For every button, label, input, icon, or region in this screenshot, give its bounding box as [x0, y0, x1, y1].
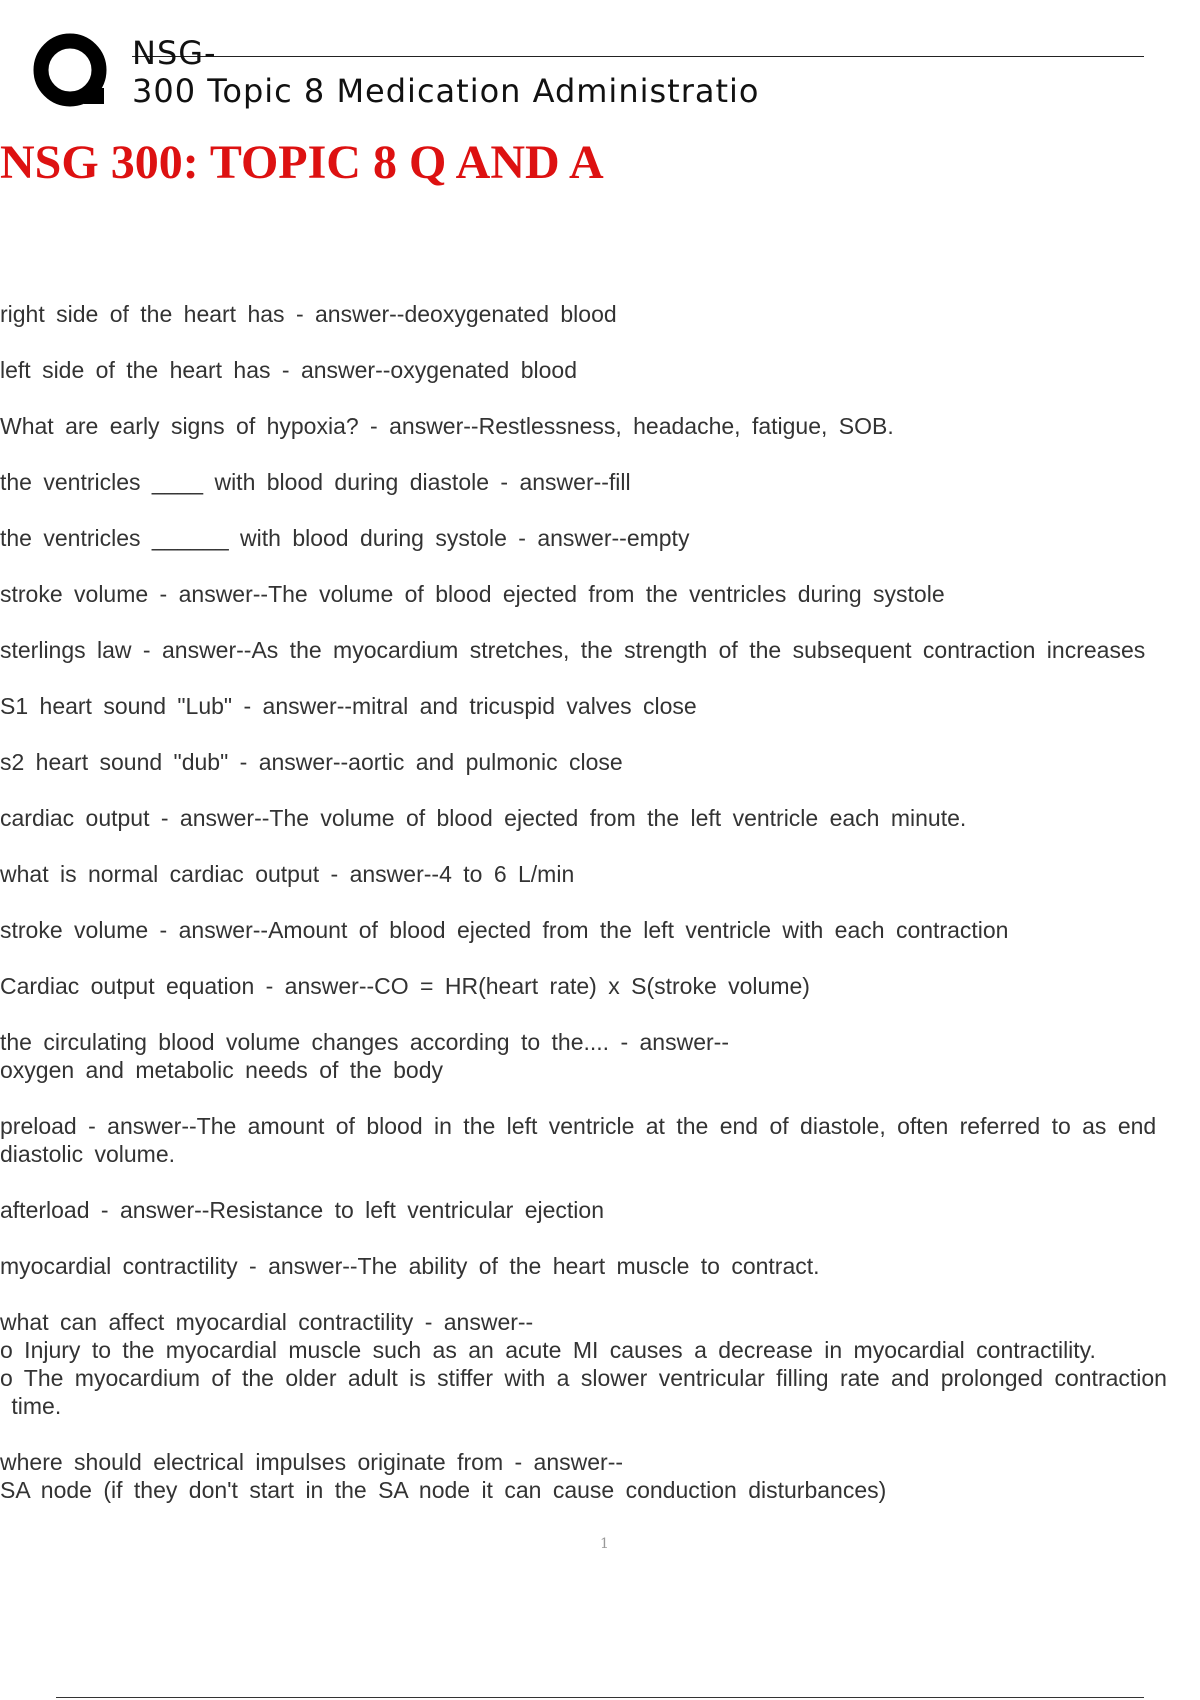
- answer-text: o Injury to the myocardial muscle such as an acute MI causes a decrease in myocardial contractility. o The myocardium of the older adult is stiffer with a slower ventricular filling rate and prolonged contraction time.: [0, 1337, 1167, 1419]
- header-title: [132, 34, 759, 110]
- answer-separator: - answer--: [89, 1197, 210, 1223]
- answer-text: aortic and pulmonic close: [348, 749, 623, 775]
- answer-separator: - answer--: [149, 805, 270, 831]
- qa-item: [0, 1112, 1200, 1168]
- answer-separator: - answer--: [254, 973, 375, 999]
- question-text: where should electrical impulses originate from: [0, 1449, 504, 1475]
- q-logo-icon: [32, 32, 112, 112]
- qa-item: [0, 1308, 1200, 1420]
- question-text: the circulating blood volume changes according to the....: [0, 1029, 610, 1055]
- question-text: sterlings law: [0, 637, 132, 663]
- page-number: 1: [600, 1536, 609, 1552]
- question-text: stroke volume: [0, 917, 149, 943]
- qa-item: [0, 1028, 1200, 1084]
- answer-separator: - answer--: [506, 525, 627, 551]
- question-text: what is normal cardiac output: [0, 861, 320, 887]
- header-title-line2: 300 Topic 8 Medication Administratio: [132, 72, 760, 110]
- question-text: afterload: [0, 1197, 90, 1223]
- question-text: S1 heart sound "Lub": [0, 693, 233, 719]
- answer-text: empty: [626, 525, 690, 551]
- question-text: s2 heart sound "dub": [0, 749, 229, 775]
- qa-item: [0, 580, 1200, 608]
- answer-separator: - answer--: [76, 1113, 197, 1139]
- answer-separator: - answer--: [358, 413, 479, 439]
- answer-text: 4 to 6 L/min: [439, 861, 575, 887]
- answer-text: SA node (if they don't start in the SA node it can cause conduction disturbances): [0, 1477, 887, 1503]
- document-title: NSG 300: TOPIC 8 Q AND A: [0, 136, 604, 189]
- qa-item: [0, 1448, 1200, 1504]
- answer-separator: - answer--: [131, 637, 252, 663]
- qa-item: [0, 972, 1200, 1000]
- qa-item: [0, 524, 1200, 552]
- question-text: the ventricles ____ with blood during diastole: [0, 469, 490, 495]
- qa-item: [0, 636, 1200, 664]
- answer-text: The volume of blood ejected from the left ventricle each minute.: [269, 805, 967, 831]
- document-header: [32, 28, 1144, 118]
- answer-separator: - answer--: [148, 581, 269, 607]
- answer-text: fill: [608, 469, 631, 495]
- answer-text: The amount of blood in the left ventricle at the end of diastole, often referred to as end diastolic volume.: [0, 1113, 1157, 1167]
- answer-text: deoxygenated blood: [404, 301, 617, 327]
- answer-text: The volume of blood ejected from the ventricles during systole: [268, 581, 945, 607]
- question-text: what can affect myocardial contractility: [0, 1309, 414, 1335]
- answer-separator: - answer--: [148, 917, 269, 943]
- header-title-line1: NSG-: [132, 34, 217, 72]
- answer-separator: - answer--: [270, 357, 391, 383]
- qa-item: [0, 692, 1200, 720]
- answer-text: CO = HR(heart rate) x S(stroke volume): [374, 973, 810, 999]
- qa-item: [0, 804, 1200, 832]
- answer-separator: - answer--: [232, 693, 353, 719]
- qa-item: [0, 1196, 1200, 1224]
- qa-item: [0, 1252, 1200, 1280]
- answer-separator: - answer--: [503, 1449, 624, 1475]
- question-text: Cardiac output equation: [0, 973, 255, 999]
- qa-list: [0, 300, 1200, 1532]
- answer-text: mitral and tricuspid valves close: [352, 693, 697, 719]
- question-text: What are early signs of hypoxia?: [0, 413, 359, 439]
- answer-text: As the myocardium stretches, the strength of the subsequent contraction increases: [251, 637, 1146, 663]
- answer-separator: - answer--: [413, 1309, 534, 1335]
- answer-text: Restlessness, headache, fatigue, SOB.: [478, 413, 894, 439]
- question-text: preload: [0, 1113, 77, 1139]
- answer-text: Resistance to left ventricular ejection: [209, 1197, 604, 1223]
- answer-separator: - answer--: [609, 1029, 729, 1055]
- answer-separator: - answer--: [228, 749, 349, 775]
- question-text: cardiac output: [0, 805, 150, 831]
- answer-separator: - answer--: [237, 1253, 358, 1279]
- answer-text: oxygenated blood: [390, 357, 578, 383]
- question-text: right side of the heart has: [0, 301, 285, 327]
- answer-text: The ability of the heart muscle to contract.: [357, 1253, 820, 1279]
- qa-item: [0, 468, 1200, 496]
- answer-separator: - answer--: [319, 861, 440, 887]
- qa-item: [0, 356, 1200, 384]
- qa-item: [0, 916, 1200, 944]
- footer-rule: [56, 1697, 1144, 1698]
- answer-text: oxygen and metabolic needs of the body: [0, 1057, 444, 1083]
- qa-item: [0, 412, 1200, 440]
- answer-separator: - answer--: [284, 301, 405, 327]
- qa-item: [0, 860, 1200, 888]
- answer-separator: - answer--: [489, 469, 609, 495]
- answer-text: Amount of blood ejected from the left ventricle with each contraction: [268, 917, 1009, 943]
- question-text: stroke volume: [0, 581, 149, 607]
- qa-item: [0, 300, 1200, 328]
- question-text: the ventricles ______ with blood during systole: [0, 525, 507, 551]
- qa-item: [0, 748, 1200, 776]
- question-text: myocardial contractility: [0, 1253, 238, 1279]
- question-text: left side of the heart has: [0, 357, 271, 383]
